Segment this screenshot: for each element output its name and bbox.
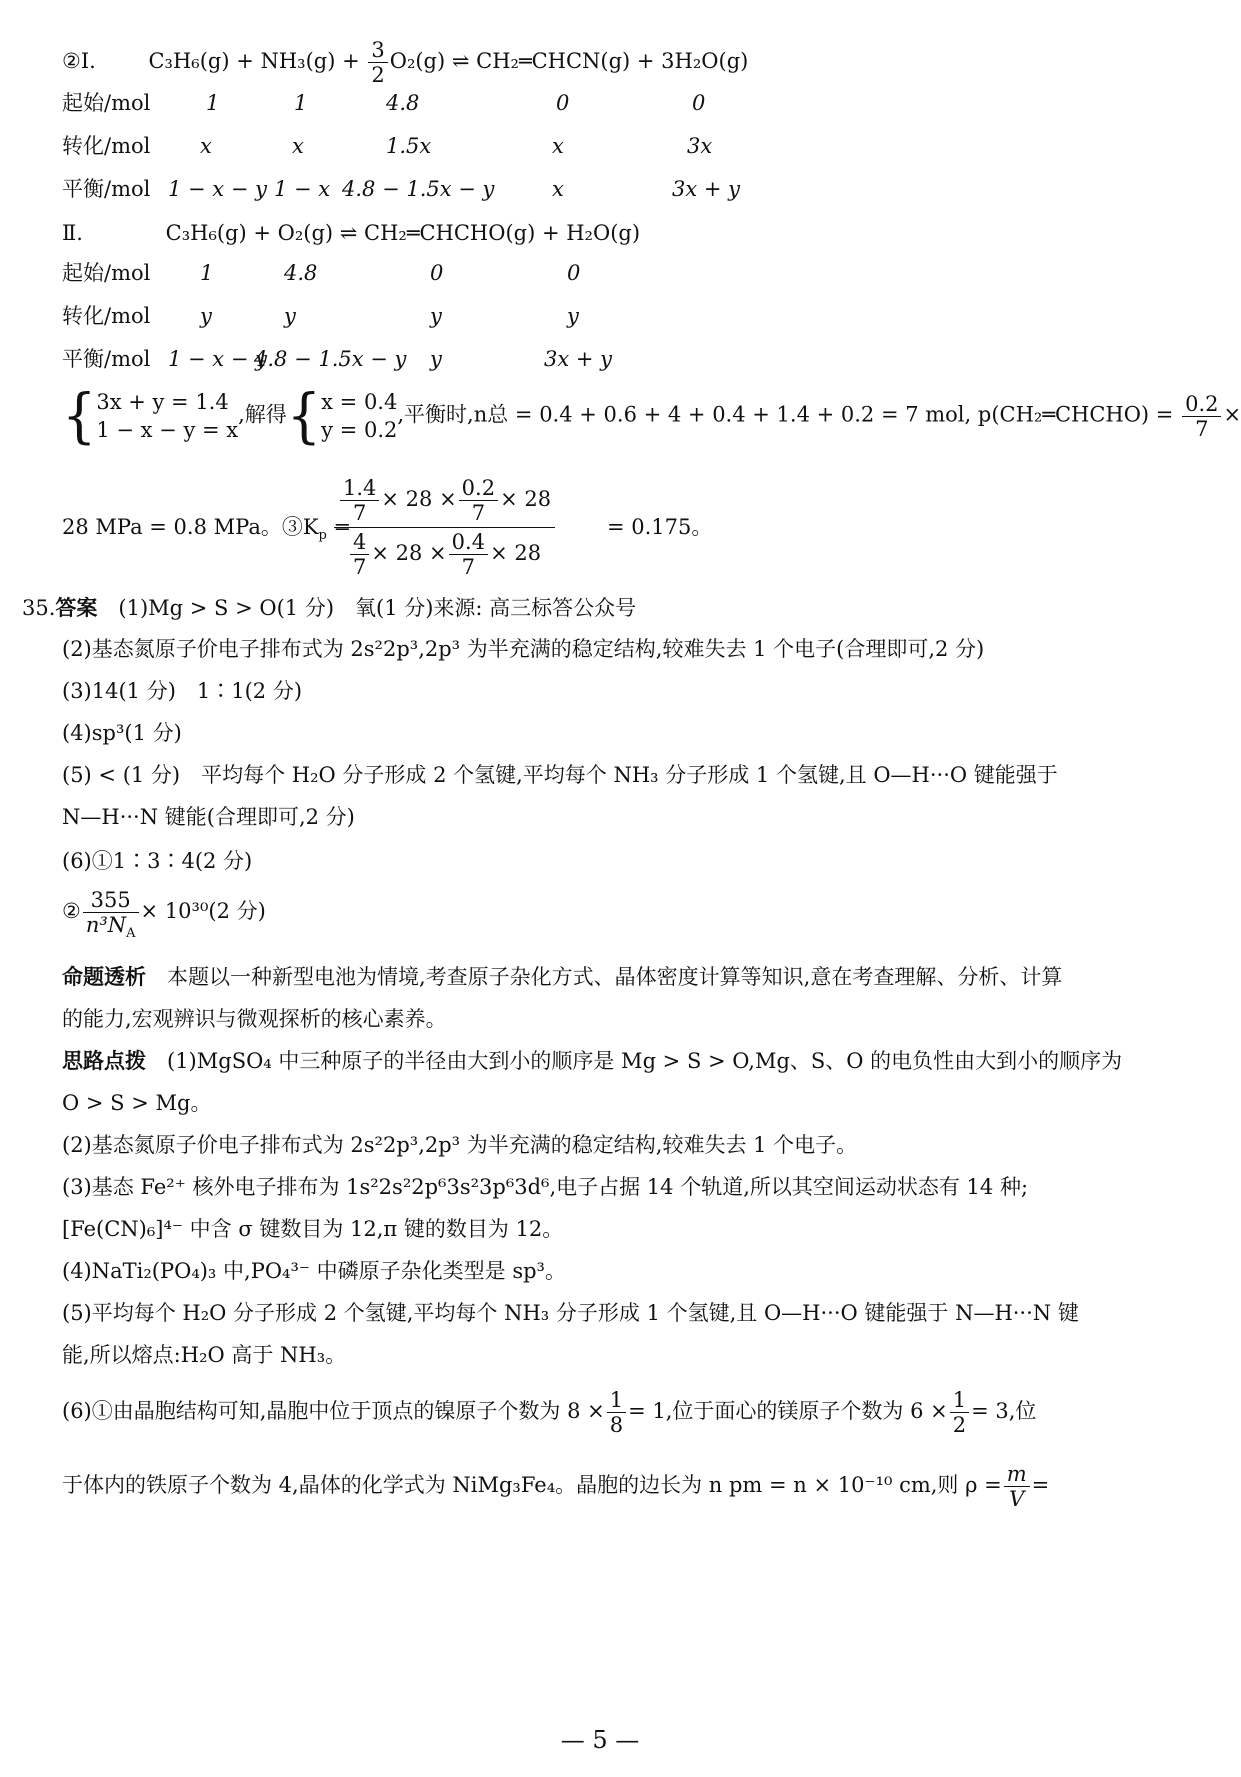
equation-system [96,388,238,444]
answer-label: 答案 [55,596,98,620]
reaction-1-eq-part1: C₃H₆(g) + NH₃(g) + [148,49,367,73]
hint-5-line-1: (5)平均每个 H₂O 分子形成 2 个氢键,平均每个 NH₃ 分子形成 1 个氢键,且 O—H···O 键能强于 N—H···N 键 [62,1301,1079,1325]
table-cell: y [284,304,296,328]
answer-3: (3)14(1 分) 1∶1(2 分) [62,679,303,703]
table-cell: 0 [567,261,581,285]
fraction-denominator [83,913,139,942]
fraction-denominator: 2 [952,1413,967,1437]
solution-y: y = 0.2 [321,418,398,442]
answer-6-marker: ② [62,899,81,923]
kp-subscript: p [318,528,327,544]
reaction-1-label: ②Ⅰ. [62,49,96,73]
table-cell: 3x + y [672,177,741,201]
denominator-text: n³N [85,913,127,937]
hint-6-text-c: = 3,位 [971,1399,1037,1423]
row-label: 起始/mol [62,91,151,115]
density-fraction [83,888,139,942]
fraction-m-over-v [1004,1462,1030,1511]
answer-5-line-2: N—H···N 键能(合理即可,2 分) [62,805,355,829]
hint-6-line-2 [62,1462,1170,1522]
solution-system [321,388,397,444]
kp-num-mid: × 28 × [381,487,457,511]
left-brace: { [286,380,322,451]
table-cell: x [552,177,564,201]
fraction-denominator: V [1009,1487,1025,1511]
answer-5-line-1: (5) < (1 分) 平均每个 H₂O 分子形成 2 个氢键,平均每个 NH₃ 分子形成 1 个氢键,且 O—H···O 键能强于 [62,763,1058,787]
fraction-numerator: 355 [83,888,139,913]
answer-6-tail: × 10³⁰(2 分) [140,899,266,923]
reaction-1-eq-part2: O₂(g) ⇌ CH₂═CHCN(g) + 3H₂O(g) [389,49,749,73]
table-cell: 1 [294,91,308,115]
fraction-numerator: 4 [350,530,369,555]
table-cell: y [567,304,579,328]
hint-1-text: (1)MgSO₄ 中三种原子的半径由大到小的顺序是 Mg > S > O,Mg、S、O 的电负性由大到小的顺序为 [146,1049,1123,1073]
analysis-text-1: 本题以一种新型电池为情境,考查原子杂化方式、晶体密度计算等知识,意在考查理解、分析、计算 [146,965,1063,989]
fraction-denominator: 7 [353,501,367,525]
fraction-numerator: 1 [950,1388,969,1413]
answer-4: (4)sp³(1 分) [62,721,182,745]
table-cell: x [292,134,304,158]
equation-1: 3x + y = 1.4 [96,390,229,414]
q35-answer-line-1 [22,593,1170,623]
table-cell: 1.5x [386,134,432,158]
fraction-numerator: 3 [368,38,387,63]
kp-equals: = [326,515,352,539]
system-solution [62,380,1241,458]
hint-3-line-2: [Fe(CN)₆]⁴⁻ 中含 σ 键数目为 12,π 键的数目为 12。 [62,1217,564,1241]
table-cell: 1 − x − y [168,347,267,371]
row-label: 平衡/mol [62,347,151,371]
table-cell: 1 [200,261,214,285]
partial-pressure-fraction [1182,392,1221,441]
reaction-1-o2-fraction [368,38,387,87]
table-cell: 4.8 − 1.5x − y [342,177,495,201]
table-cell: 0 [430,261,444,285]
table-cell: 0 [556,91,570,115]
table-cell: 1 − x [274,177,331,201]
hint-3-line-1: (3)基态 Fe²⁺ 核外电子排布为 1s²2s²2p⁶3s²3p⁶3d⁶,电子占据 14 个轨道,所以其空间运动状态有 14 种; [62,1175,1029,1199]
table-cell: 4.8 [284,261,318,285]
hint-5-line-2: 能,所以熔点:H₂O 高于 NH₃。 [62,1343,347,1367]
fraction-denominator: 7 [353,555,367,579]
fraction-one-half [950,1388,969,1437]
hint-4: (4)NaTi₂(PO₄)₃ 中,PO₄³⁻ 中磷原子杂化类型是 sp³。 [62,1259,566,1283]
denominator-subscript: A [126,926,136,942]
table-cell: y [430,347,442,371]
kp-expression [62,476,1170,579]
hint-6-text-b: = 1,位于面心的镁原子个数为 6 × [628,1399,948,1423]
table-cell: y [200,304,212,328]
kp-num-end: × 28 [500,487,552,511]
hint-6-text-2b: = [1031,1473,1050,1497]
fraction [350,530,369,579]
answer-6-line-1: (6)①1∶3∶4(2 分) [62,849,253,873]
kp-lead-text: 28 MPa = 0.8 MPa。③K [62,515,319,539]
hint-6-text-a: (6)①由晶胞结构可知,晶胞中位于顶点的镍原子个数为 8 × [62,1399,605,1423]
solution-x: x = 0.4 [321,390,398,414]
table-cell: 4.8 [386,91,420,115]
fraction [449,530,488,579]
analysis-line-1 [62,962,1170,992]
hints-line-1 [62,1046,1170,1076]
reaction-2-label: Ⅱ. [62,221,83,245]
times-sign: × [1223,402,1241,427]
table-cell: 3x + y [544,347,613,371]
row-label: 转化/mol [62,304,151,328]
fraction-denominator: 7 [471,501,486,525]
fraction [340,476,379,525]
fraction-denominator: 7 [461,555,476,579]
table-cell: 4.8 − 1.5x − y [254,347,407,371]
row-label: 起始/mol [62,261,151,285]
question-number: 35. [22,596,56,620]
hint-2: (2)基态氮原子价电子排布式为 2s²2p³,2p³ 为半充满的稳定结构,较难失去 1 个电子。 [62,1133,858,1157]
row-label: 平衡/mol [62,177,151,201]
kp-big-fraction [334,476,555,579]
table-cell: x [200,134,212,158]
table-cell: 3x [687,134,713,158]
hint-6-text-2a: 于体内的铁原子个数为 4,晶体的化学式为 NiMg₃Fe₄。晶胞的边长为 n pm = n × 10⁻¹⁰ cm,则 ρ = [62,1473,1002,1497]
fraction [459,476,498,525]
answer-6-line-2 [62,888,1170,948]
solve-tail-text: ,平衡时,n总 = 0.4 + 0.6 + 4 + 0.4 + 1.4 + 0.2 = 7 mol, p(CH₂═CHCHO) = [397,402,1181,427]
fraction-denominator: 8 [609,1413,624,1437]
answer-2: (2)基态氮原子价电子排布式为 2s²2p³,2p³ 为半充满的稳定结构,较难失去 1 个电子(合理即可,2 分) [62,637,985,661]
reaction-2-eq: C₃H₆(g) + O₂(g) ⇌ CH₂═CHCHO(g) + H₂O(g) [165,221,641,245]
table-cell: y [430,304,442,328]
answer-1: (1)Mg > S > O(1 分) 氧(1 分)来源: 高三标答公众号 [118,596,637,620]
kp-denominator [334,528,555,579]
hint-6-line-1 [62,1388,1170,1448]
analysis-line-2: 的能力,宏观辨识与微观探析的核心素养。 [62,1007,447,1031]
fraction-numerator: 1 [607,1388,626,1413]
table-cell: x [552,134,564,158]
fraction-numerator: 0.2 [459,476,498,501]
table-cell: 1 [206,91,220,115]
fraction-denominator: 7 [1195,416,1209,441]
fraction-one-eighth [607,1388,626,1437]
fraction-denominator: 2 [371,63,385,87]
table-cell: 0 [692,91,706,115]
table-cell: 1 − x − y [168,177,267,201]
left-brace: { [62,380,97,451]
kp-lead [62,512,351,542]
fraction-numerator: m [1004,1462,1030,1487]
equation-2: 1 − x − y = x [96,418,239,442]
hints-label: 思路点拨 [62,1049,146,1073]
reaction-1-equation [62,38,1170,87]
fraction-numerator: 1.4 [340,476,379,501]
fraction-numerator: 0.4 [449,530,488,555]
kp-numerator [334,476,555,528]
kp-den-mid: × 28 × [371,541,447,565]
row-label: 转化/mol [62,134,151,158]
kp-den-end: × 28 [490,541,542,565]
page-number: — 5 — [560,1726,640,1754]
kp-result: = 0.175。 [607,515,713,539]
solve-mid-text: ,解得 [238,402,287,427]
reaction-2-equation [62,218,1170,248]
hint-1-line-2: O > S > Mg。 [62,1091,212,1115]
analysis-label: 命题透析 [62,965,146,989]
fraction-numerator: 0.2 [1182,392,1221,417]
